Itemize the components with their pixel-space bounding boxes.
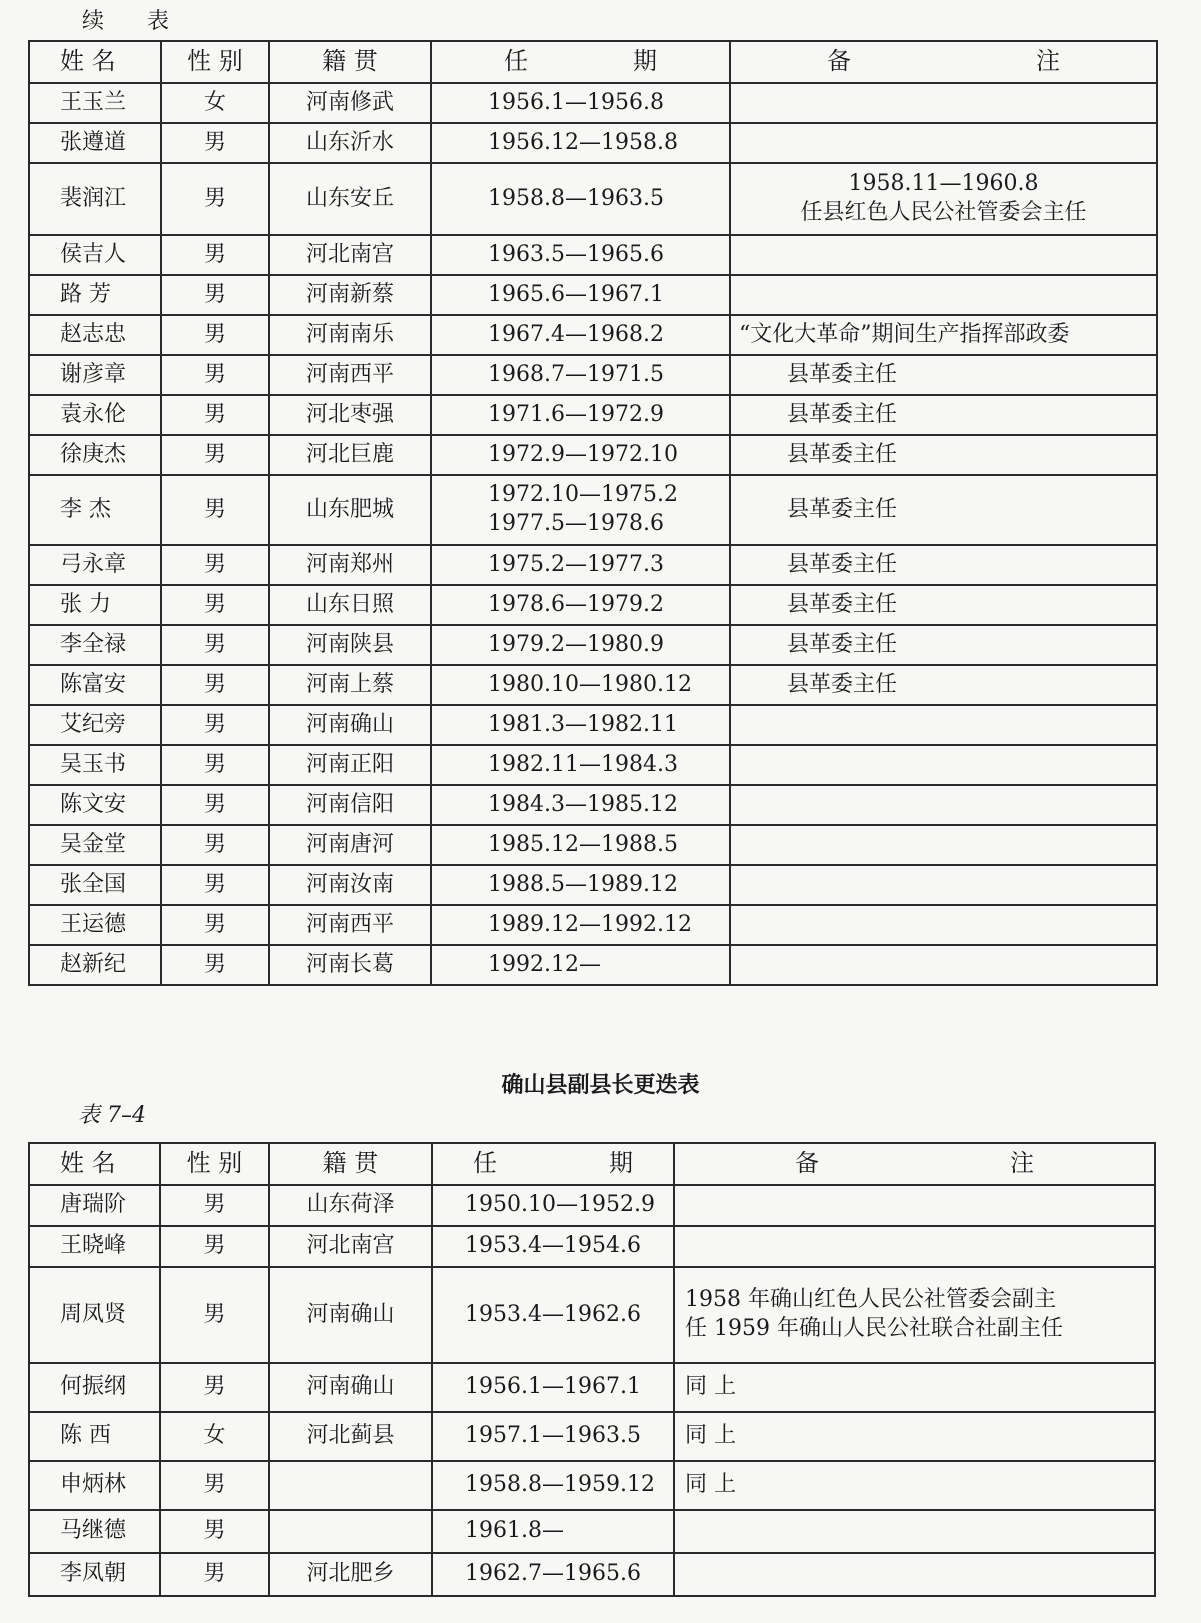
term-line: 1977.5—1978.6 — [488, 511, 664, 536]
cell-gender: 男 — [161, 785, 269, 825]
table-row — [29, 1553, 1155, 1596]
cell-gender: 男 — [160, 1267, 269, 1363]
header-note-first: 备 — [795, 1149, 819, 1178]
cell-origin: 山东日照 — [269, 585, 431, 625]
table-row — [29, 745, 1157, 785]
header-gender: 性 别 — [160, 1143, 269, 1185]
deputy-county-head-table — [28, 1142, 1156, 1597]
cell-note: 县革委主任 — [730, 665, 1157, 705]
cell-term: 1958.8—1959.12 — [432, 1461, 674, 1510]
cell-term: 1950.10—1952.9 — [432, 1185, 674, 1226]
cell-gender: 男 — [161, 163, 269, 235]
cell-name: 吴玉书 — [29, 745, 161, 785]
cell-note: 同 上 — [674, 1412, 1155, 1461]
cell-origin: 河南确山 — [269, 1267, 432, 1363]
cell-name: 王晓峰 — [29, 1226, 160, 1267]
cell-name: 张遵道 — [29, 123, 161, 163]
cell-origin: 河南西平 — [269, 355, 431, 395]
cell-origin: 河南确山 — [269, 705, 431, 745]
cell-origin — [269, 1510, 432, 1553]
cell-name: 谢彦章 — [29, 355, 161, 395]
cell-origin: 河南陕县 — [269, 625, 431, 665]
table-row — [29, 1226, 1155, 1267]
header-note-second: 注 — [1036, 47, 1060, 76]
cell-name: 陈富安 — [29, 665, 161, 705]
cell-note — [674, 1185, 1155, 1226]
cell-name: 李全禄 — [29, 625, 161, 665]
cell-origin: 山东沂水 — [269, 123, 431, 163]
cell-gender: 男 — [161, 705, 269, 745]
cell-gender: 女 — [161, 83, 269, 123]
cell-name: 申炳林 — [29, 1461, 160, 1510]
cell-note: 县革委主任 — [730, 475, 1157, 545]
header-origin: 籍 贯 — [269, 41, 431, 83]
table-row — [29, 1412, 1155, 1461]
table-row — [29, 355, 1157, 395]
cell-note — [730, 745, 1157, 785]
cell-term: 1953.4—1954.6 — [432, 1226, 674, 1267]
table-header-row — [29, 1143, 1155, 1185]
table-caption: 确山县副县长更迭表 — [501, 1073, 700, 1098]
cell-term: 1989.12—1992.12 — [431, 905, 730, 945]
cell-origin: 河南修武 — [269, 83, 431, 123]
cell-name: 裴润江 — [29, 163, 161, 235]
cell-name: 马继德 — [29, 1510, 160, 1553]
cell-note — [730, 705, 1157, 745]
cell-gender: 男 — [160, 1510, 269, 1553]
cell-term — [431, 475, 730, 545]
note-line: 1958 年确山红色人民公社管委会副主 — [685, 1287, 1056, 1313]
cell-term: 1968.7—1971.5 — [431, 355, 730, 395]
table-row — [29, 665, 1157, 705]
cell-note — [730, 945, 1157, 985]
cell-name: 王运德 — [29, 905, 161, 945]
table-row — [29, 315, 1157, 355]
cell-term: 1984.3—1985.12 — [431, 785, 730, 825]
cell-term: 1971.6—1972.9 — [431, 395, 730, 435]
note-line: 任 1959 年确山人民公社联合社副主任 — [685, 1316, 1063, 1341]
header-note-second: 注 — [1010, 1149, 1034, 1178]
cell-gender: 男 — [161, 905, 269, 945]
cell-name: 张 力 — [29, 585, 161, 625]
table-row — [29, 1185, 1155, 1226]
header-term-second: 期 — [609, 1149, 633, 1178]
cell-gender: 女 — [160, 1412, 269, 1461]
continued-label: 续 表 — [82, 9, 187, 34]
cell-note: 县革委主任 — [730, 395, 1157, 435]
table-row — [29, 825, 1157, 865]
cell-note: 县革委主任 — [730, 355, 1157, 395]
header-term — [431, 41, 730, 83]
table-row — [29, 585, 1157, 625]
table-row — [29, 865, 1157, 905]
cell-origin: 河北枣强 — [269, 395, 431, 435]
table-number: 表 7–4 — [78, 1103, 146, 1128]
cell-origin: 河南上蔡 — [269, 665, 431, 705]
table-row — [29, 123, 1157, 163]
cell-term: 1956.12—1958.8 — [431, 123, 730, 163]
cell-name: 赵志忠 — [29, 315, 161, 355]
cell-note: 县革委主任 — [730, 625, 1157, 665]
table-row — [29, 1363, 1155, 1412]
cell-note — [730, 235, 1157, 275]
cell-note — [730, 83, 1157, 123]
cell-term: 1988.5—1989.12 — [431, 865, 730, 905]
cell-note: 同 上 — [674, 1461, 1155, 1510]
cell-gender: 男 — [160, 1553, 269, 1596]
cell-gender: 男 — [161, 475, 269, 545]
header-name: 姓 名 — [29, 1143, 160, 1185]
cell-name: 袁永伦 — [29, 395, 161, 435]
cell-name: 陈文安 — [29, 785, 161, 825]
cell-note — [730, 825, 1157, 865]
cell-origin: 河南郑州 — [269, 545, 431, 585]
cell-name: 周凤贤 — [29, 1267, 160, 1363]
table-row — [29, 163, 1157, 235]
cell-term: 1963.5—1965.6 — [431, 235, 730, 275]
header-note — [674, 1143, 1155, 1185]
table-row — [29, 705, 1157, 745]
table-row — [29, 1267, 1155, 1363]
cell-origin — [269, 1461, 432, 1510]
note-line: 任县红色人民公社管委会主任 — [800, 200, 1087, 225]
table-header-row — [29, 41, 1157, 83]
table-row — [29, 235, 1157, 275]
header-term-second: 期 — [633, 47, 657, 76]
cell-note: 同 上 — [674, 1363, 1155, 1412]
cell-gender: 男 — [161, 123, 269, 163]
cell-gender: 男 — [161, 355, 269, 395]
cell-note — [730, 275, 1157, 315]
cell-name: 陈 西 — [29, 1412, 160, 1461]
cell-origin: 河南南乐 — [269, 315, 431, 355]
cell-note — [730, 785, 1157, 825]
cell-name: 侯吉人 — [29, 235, 161, 275]
cell-gender: 男 — [161, 865, 269, 905]
cell-gender: 男 — [161, 315, 269, 355]
cell-origin: 河北南宫 — [269, 235, 431, 275]
cell-note — [730, 905, 1157, 945]
cell-origin: 河南汝南 — [269, 865, 431, 905]
cell-origin: 河南确山 — [269, 1363, 432, 1412]
cell-term: 1982.11—1984.3 — [431, 745, 730, 785]
cell-term: 1961.8— — [432, 1510, 674, 1553]
table-row — [29, 1510, 1155, 1553]
cell-name: 李凤朝 — [29, 1553, 160, 1596]
cell-name: 唐瑞阶 — [29, 1185, 160, 1226]
table-row — [29, 785, 1157, 825]
cell-gender: 男 — [160, 1226, 269, 1267]
cell-term: 1958.8—1963.5 — [431, 163, 730, 235]
table-row — [29, 945, 1157, 985]
cell-gender: 男 — [161, 545, 269, 585]
table-row — [29, 83, 1157, 123]
cell-name: 何振纲 — [29, 1363, 160, 1412]
cell-term: 1985.12—1988.5 — [431, 825, 730, 865]
cell-name: 李 杰 — [29, 475, 161, 545]
cell-origin: 河南正阳 — [269, 745, 431, 785]
header-gender: 性 别 — [161, 41, 269, 83]
cell-note — [730, 163, 1157, 235]
cell-gender: 男 — [161, 665, 269, 705]
cell-term: 1953.4—1962.6 — [432, 1267, 674, 1363]
table-row — [29, 1461, 1155, 1510]
cell-term: 1957.1—1963.5 — [432, 1412, 674, 1461]
table-row — [29, 275, 1157, 315]
cell-origin: 河北蓟县 — [269, 1412, 432, 1461]
header-origin: 籍 贯 — [269, 1143, 432, 1185]
cell-gender: 男 — [160, 1185, 269, 1226]
table-row — [29, 905, 1157, 945]
cell-note: “文化大革命”期间生产指挥部政委 — [730, 315, 1157, 355]
cell-term: 1980.10—1980.12 — [431, 665, 730, 705]
cell-note — [674, 1226, 1155, 1267]
cell-gender: 男 — [161, 825, 269, 865]
cell-origin: 河南信阳 — [269, 785, 431, 825]
cell-origin: 山东肥城 — [269, 475, 431, 545]
cell-gender: 男 — [160, 1461, 269, 1510]
cell-term: 1956.1—1956.8 — [431, 83, 730, 123]
cell-origin: 河北巨鹿 — [269, 435, 431, 475]
cell-term: 1978.6—1979.2 — [431, 585, 730, 625]
cell-name: 吴金堂 — [29, 825, 161, 865]
cell-term: 1975.2—1977.3 — [431, 545, 730, 585]
cell-origin: 河北南宫 — [269, 1226, 432, 1267]
cell-name: 徐庚杰 — [29, 435, 161, 475]
cell-term: 1965.6—1967.1 — [431, 275, 730, 315]
cell-name: 王玉兰 — [29, 83, 161, 123]
cell-term: 1956.1—1967.1 — [432, 1363, 674, 1412]
header-term-first: 任 — [504, 47, 528, 76]
header-note — [730, 41, 1157, 83]
cell-gender: 男 — [161, 945, 269, 985]
cell-name: 赵新纪 — [29, 945, 161, 985]
cell-note — [674, 1267, 1155, 1363]
term-line: 1972.10—1975.2 — [488, 482, 678, 508]
cell-gender: 男 — [161, 235, 269, 275]
cell-term: 1962.7—1965.6 — [432, 1553, 674, 1596]
note-line: 1958.11—1960.8 — [848, 171, 1039, 197]
cell-gender: 男 — [161, 275, 269, 315]
cell-name: 弓永章 — [29, 545, 161, 585]
header-name: 姓 名 — [29, 41, 161, 83]
cell-gender: 男 — [161, 625, 269, 665]
cell-origin: 山东荷泽 — [269, 1185, 432, 1226]
cell-term: 1992.12— — [431, 945, 730, 985]
header-term — [432, 1143, 674, 1185]
table-row — [29, 475, 1157, 545]
cell-origin: 河北肥乡 — [269, 1553, 432, 1596]
cell-gender: 男 — [161, 585, 269, 625]
header-term-first: 任 — [473, 1149, 497, 1178]
table-row — [29, 625, 1157, 665]
cell-name: 艾纪旁 — [29, 705, 161, 745]
cell-note: 县革委主任 — [730, 585, 1157, 625]
cell-note — [674, 1553, 1155, 1596]
cell-note — [730, 123, 1157, 163]
cell-name: 路 芳 — [29, 275, 161, 315]
cell-gender: 男 — [161, 745, 269, 785]
table-row — [29, 435, 1157, 475]
county-head-table-continued — [28, 40, 1158, 986]
cell-term: 1967.4—1968.2 — [431, 315, 730, 355]
cell-origin: 河南西平 — [269, 905, 431, 945]
cell-origin: 河南新蔡 — [269, 275, 431, 315]
cell-origin: 河南唐河 — [269, 825, 431, 865]
cell-note: 县革委主任 — [730, 435, 1157, 475]
cell-gender: 男 — [161, 395, 269, 435]
cell-name: 张全国 — [29, 865, 161, 905]
cell-origin: 河南长葛 — [269, 945, 431, 985]
cell-gender: 男 — [160, 1363, 269, 1412]
table-row — [29, 545, 1157, 585]
cell-note — [674, 1510, 1155, 1553]
cell-origin: 山东安丘 — [269, 163, 431, 235]
cell-term: 1981.3—1982.11 — [431, 705, 730, 745]
cell-term: 1972.9—1972.10 — [431, 435, 730, 475]
cell-note — [730, 865, 1157, 905]
cell-note: 县革委主任 — [730, 545, 1157, 585]
cell-term: 1979.2—1980.9 — [431, 625, 730, 665]
cell-gender: 男 — [161, 435, 269, 475]
header-note-first: 备 — [827, 47, 851, 76]
table-row — [29, 395, 1157, 435]
